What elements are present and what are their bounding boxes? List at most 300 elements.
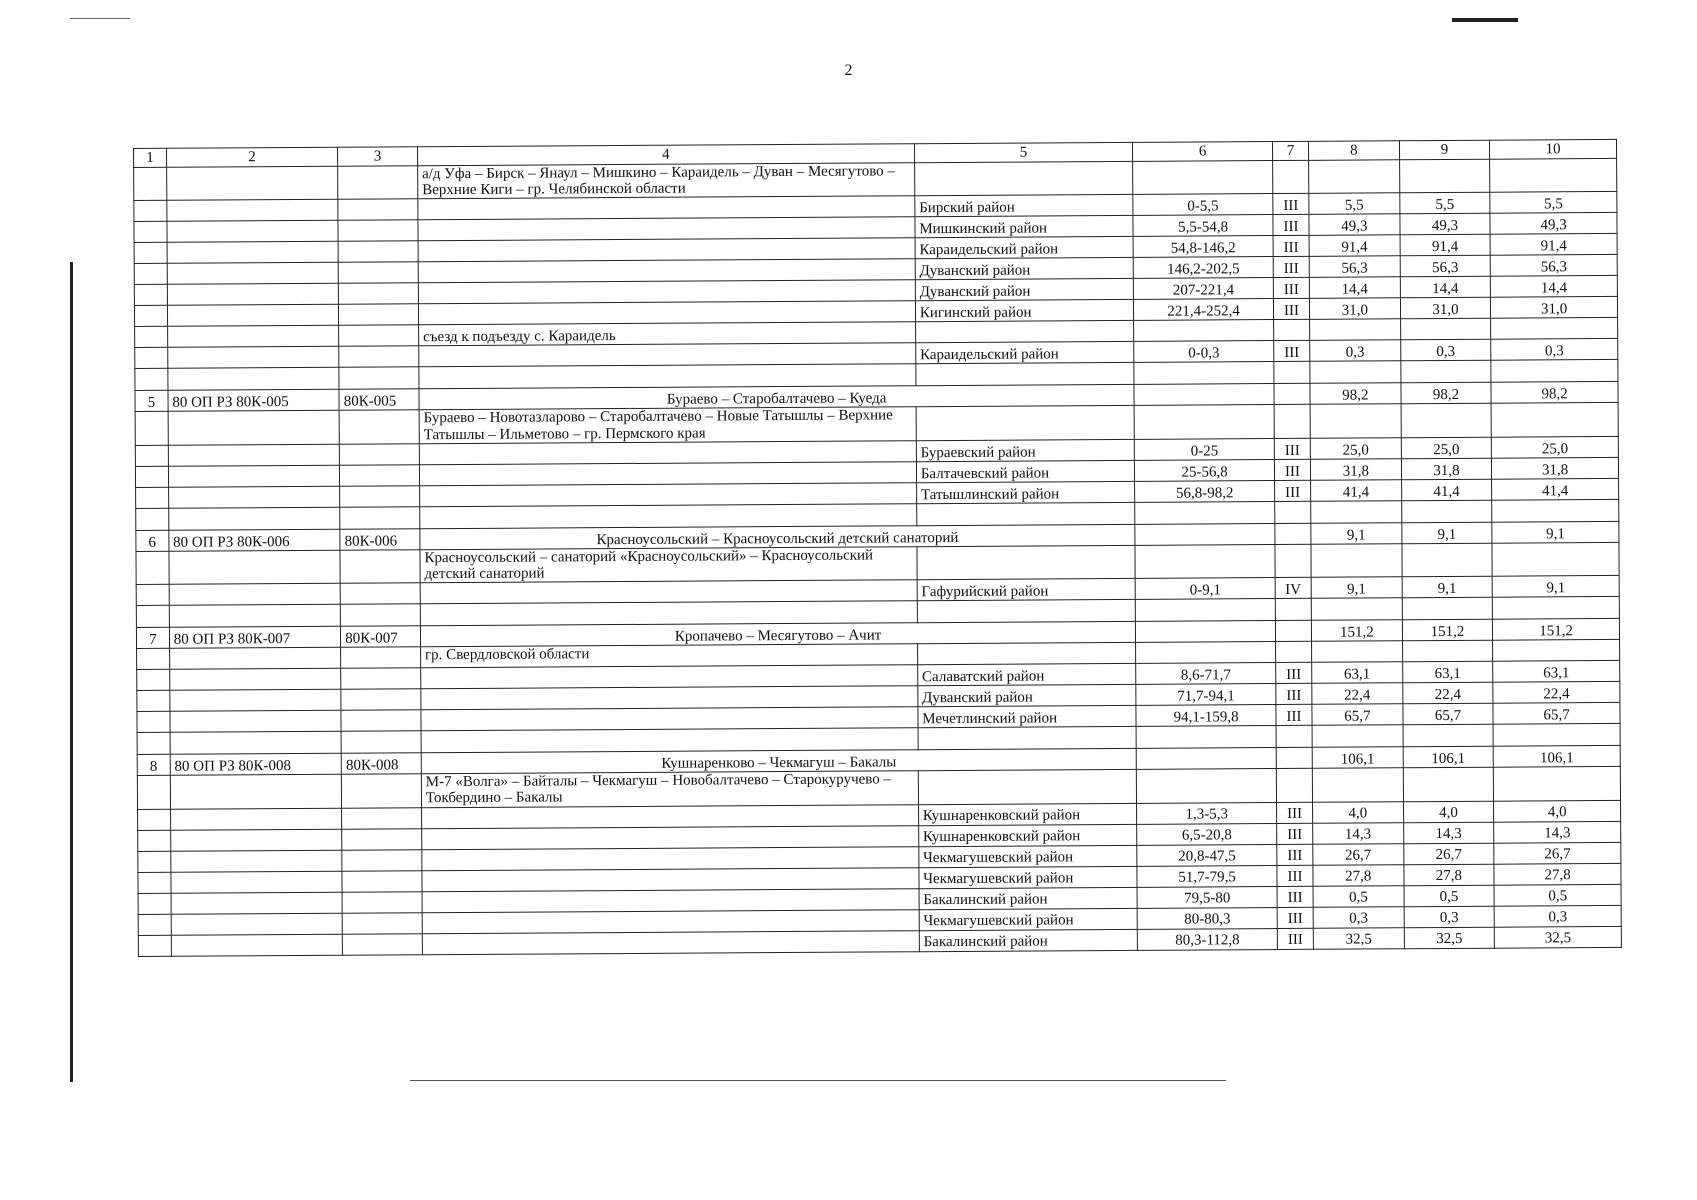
district-name: Караидельский район [915,342,1134,364]
length-value: 31,0 [1309,298,1400,320]
road-total-length: 9,1 [1492,521,1619,543]
district-name: Бирский район [915,195,1134,217]
table-cell [341,710,421,731]
table-cell [138,893,171,914]
table-cell [339,304,419,325]
district-name: Бураевский район [916,439,1135,461]
table-cell [1136,621,1276,643]
road-total-length: 151,2 [1402,619,1493,641]
table-cell [338,220,418,241]
table-cell [418,259,915,283]
district-name: Чекмагушевский район [919,845,1138,867]
column-number: 2 [166,147,338,167]
district-name: Дуванский район [915,258,1134,280]
length-value: 41,4 [1401,479,1492,501]
table-cell [138,851,171,872]
table-cell [340,604,420,626]
table-cell [167,200,339,222]
table-cell [341,647,421,668]
km-range: 20,8-47,5 [1137,844,1277,866]
length-value: 0,3 [1491,339,1618,361]
district-name: Чекмагушевский район [919,908,1138,930]
road-category: III [1273,194,1309,215]
table-cell [170,829,342,851]
km-range: 1,3-5,3 [1137,802,1277,824]
table-cell [1274,320,1310,341]
table-cell [419,440,916,464]
road-total-length: 98,2 [1310,383,1401,405]
length-value: 27,8 [1494,863,1621,885]
km-range: 79,5-80 [1137,886,1277,908]
km-range: 0-0,3 [1134,341,1274,363]
km-range: 221,4-252,4 [1134,299,1274,321]
road-total-length: 151,2 [1493,619,1620,641]
table-cell [1492,499,1619,522]
table-cell [136,487,169,508]
table-cell [1312,641,1403,663]
table-cell [169,647,341,669]
district-name: Караидельский район [915,237,1134,259]
road-title: Красноусольский – Красноусольский детский санаторий [420,524,1135,549]
table-cell [1137,769,1277,803]
table-cell [339,410,419,444]
length-value: 65,7 [1493,703,1620,725]
table-cell [339,283,419,304]
road-category: III [1273,215,1309,236]
km-range: 0-5,5 [1133,194,1273,216]
road-category: III [1274,438,1310,459]
length-value: 14,3 [1313,822,1404,844]
length-value: 31,0 [1400,298,1491,320]
table-cell [134,264,167,285]
table-cell [137,775,170,809]
table-cell [339,325,419,346]
road-category: III [1274,341,1310,362]
road-total-length: 9,1 [1311,523,1402,545]
road-category: III [1277,928,1313,949]
table-cell [135,369,168,391]
table-cell [340,465,420,486]
road-total-length: 106,1 [1493,746,1620,768]
table-cell [1135,523,1275,545]
table-cell [1135,501,1275,524]
table-cell [422,930,919,954]
table-cell [422,888,919,912]
table-cell [1134,362,1274,385]
length-value: 49,3 [1400,214,1491,236]
table-cell [169,583,341,605]
table-cell [1133,161,1273,195]
column-number: 4 [417,144,914,166]
length-value: 9,1 [1402,576,1493,598]
route-description: Бураево – Новотазларово – Старобалтачево – Новые Татышлы – Верхние Татышлы – Ильметово – гр. Пермского края [419,407,916,443]
table-cell [420,580,917,604]
table-cell [1312,768,1403,802]
km-range: 25-56,8 [1135,459,1275,481]
table-cell [134,167,167,201]
length-value: 65,7 [1403,703,1494,725]
road-register-table [133,139,1622,957]
table-cell [1134,405,1274,439]
length-value: 9,1 [1311,577,1402,599]
road-short-code: 80К-006 [340,529,420,550]
table-cell [167,305,339,327]
table-cell [418,280,915,304]
road-short-code: 80К-008 [341,753,421,774]
table-cell [342,912,422,933]
length-value: 56,3 [1309,256,1400,278]
table-cell [1400,319,1491,341]
table-cell [421,728,918,753]
length-value: 9,1 [1492,576,1619,598]
table-cell [138,935,171,956]
table-cell [338,166,418,200]
table-cell [138,809,171,830]
table-cell [422,867,919,891]
km-range: 5,5-54,8 [1133,215,1273,237]
district-name: Чекмагушевский район [919,866,1138,888]
table-cell [1276,768,1312,802]
table-cell [1401,500,1492,523]
km-range: 80-80,3 [1137,907,1277,929]
length-value: 0,5 [1404,885,1495,907]
table-cell [169,604,341,627]
table-cell [167,242,339,264]
length-value: 56,3 [1400,256,1491,278]
table-cell [138,872,171,893]
length-value: 65,7 [1312,704,1403,726]
table-cell [1275,523,1311,544]
table-cell [1490,158,1617,192]
table-cell [171,871,343,893]
road-category: III [1273,236,1309,257]
length-value: 31,8 [1310,459,1401,481]
table-cell [342,870,422,891]
length-value: 31,0 [1491,297,1618,319]
route-description: съезд к подъезду с. Караидель [418,322,915,346]
table-cell [917,545,1136,580]
district-name: Мечетлинский район [918,706,1137,728]
column-number: 10 [1490,139,1617,159]
length-value: 91,4 [1400,235,1491,257]
length-value: 14,4 [1400,277,1491,299]
road-short-code: 80К-007 [341,626,421,647]
table-cell [916,406,1135,441]
table-cell [421,686,918,710]
table-cell [167,263,339,285]
km-range: 94,1-159,8 [1136,705,1276,727]
table-cell [134,285,167,306]
road-category: III [1276,683,1312,704]
table-cell [136,508,169,530]
column-number: 6 [1133,142,1273,162]
table-cell [342,933,422,954]
column-number: 7 [1272,141,1308,160]
table-cell [134,306,167,327]
table-cell [1312,725,1403,748]
km-range: 51,7-79,5 [1137,865,1277,887]
road-title: Кропачево – Месягутово – Ачит [420,622,1135,647]
table-cell [134,243,167,264]
road-category: III [1277,844,1313,865]
length-value: 25,0 [1401,437,1492,459]
length-value: 22,4 [1493,682,1620,704]
km-range: 8,6-71,7 [1136,663,1276,685]
length-value: 14,3 [1403,822,1494,844]
length-value: 5,5 [1490,192,1617,214]
table-cell [135,327,168,348]
table-cell [420,503,917,528]
table-cell [171,934,343,956]
table-cell [135,412,168,446]
district-name: Кушнаренковский район [918,803,1137,825]
table-cell [918,727,1137,750]
table-cell [420,601,917,626]
district-name: Бакалинский район [919,887,1138,909]
table-cell [418,238,915,262]
road-code: 80 ОП РЗ 80К-008 [170,753,342,775]
table-cell [170,689,342,711]
table-cell [167,347,339,369]
table-cell [418,301,915,325]
length-value: 32,5 [1313,927,1404,949]
table-cell [418,217,915,241]
table-cell [1134,384,1274,406]
table-cell [138,830,171,851]
length-value: 27,8 [1404,864,1495,886]
table-cell [338,262,418,283]
table-cell [1276,641,1312,662]
table-cell [419,343,916,367]
table-cell [1136,726,1276,749]
table-cell [340,486,420,507]
table-cell [168,411,340,445]
scan-line-bottom [410,1080,1226,1081]
route-description: гр. Свердловской области [420,644,917,668]
length-value: 41,4 [1311,480,1402,502]
road-short-code: 80К-005 [339,389,419,410]
length-value: 91,4 [1490,234,1617,256]
table-cell [340,583,420,604]
district-name: Дуванский район [918,685,1137,707]
length-value: 4,0 [1494,800,1621,822]
table-cell [419,364,916,389]
table-cell [914,161,1133,196]
length-value: 56,3 [1490,255,1617,277]
road-total-length: 98,2 [1491,382,1618,404]
table-cell [1135,599,1275,622]
table-cell [421,665,918,689]
km-range: 54,8-146,2 [1133,236,1273,258]
table-cell [1491,318,1618,340]
table-cell [170,774,342,808]
table-cell [418,196,915,220]
table-cell [1276,747,1312,768]
road-category: III [1277,886,1313,907]
length-value: 31,8 [1401,458,1492,480]
table-cell [342,774,422,808]
length-value: 49,3 [1309,214,1400,236]
table-cell [137,711,170,732]
km-range: 0-9,1 [1135,578,1275,600]
table-cell [137,732,170,754]
table-cell [915,321,1134,343]
table-cell [1493,640,1620,662]
table-cell [1493,597,1620,620]
road-index: 5 [135,391,168,412]
table-cell [1274,405,1310,439]
length-value: 4,0 [1313,801,1404,823]
table-cell [1492,542,1619,576]
km-range: 146,2-202,5 [1133,257,1273,279]
table-cell [1494,767,1621,801]
scan-edge-left [70,262,73,1082]
table-cell [1275,544,1311,578]
table-cell [342,849,422,870]
table-cell [138,914,171,935]
table-cell [422,825,919,849]
length-value: 5,5 [1399,193,1490,215]
table-cell [1402,543,1493,577]
route-description: а/д Уфа – Бирск – Янаул – Мишкино – Караидель – Дуван – Месягутово – Верхние Киги – гр. Челябинской области [418,163,915,199]
route-description: М-7 «Волга» – Байталы – Чекмагуш – Новобалтачево – Старокуручево – Токбердино – Бакалы [421,771,918,807]
district-name: Кигинский район [915,300,1134,322]
table-cell [1275,501,1311,523]
table-cell [1311,598,1402,621]
road-index: 6 [136,530,169,551]
table-cell [171,850,343,872]
length-value: 32,5 [1404,927,1495,949]
table-cell [341,668,421,689]
table-cell [1275,598,1311,620]
table-cell [422,909,919,933]
road-category: III [1274,459,1310,480]
table-cell [917,643,1136,665]
table-cell [917,600,1136,623]
table-cell [1274,384,1310,405]
road-code: 80 ОП РЗ 80К-006 [169,529,341,551]
table-cell [419,482,916,506]
table-cell [137,669,170,690]
district-name: Дуванский район [915,279,1134,301]
table-cell [339,367,419,389]
table-cell [1134,320,1274,342]
road-category: III [1273,278,1309,299]
road-total-length: 106,1 [1403,746,1494,768]
table-cell [136,551,169,585]
district-name: Татышлинский район [916,481,1135,503]
road-category: III [1277,823,1313,844]
table-cell [168,486,340,508]
table-cell [1136,642,1276,664]
length-value: 0,3 [1310,340,1401,362]
district-name: Балтачевский район [916,460,1135,482]
length-value: 14,4 [1309,277,1400,299]
page-number: 2 [844,62,853,79]
road-title: Кушнаренково – Чекмагуш – Бакалы [421,749,1136,774]
column-number: 3 [338,147,418,166]
length-value: 63,1 [1312,662,1403,684]
district-name: Мишкинский район [915,216,1134,238]
table-cell [167,284,339,306]
route-description: Красноусольский – санаторий «Красноусольский» – Красноусольский детский санаторий [420,546,917,582]
table-cell [342,828,422,849]
length-value: 0,3 [1404,906,1495,928]
table-cell [341,689,421,710]
table-cell [1275,620,1311,641]
road-category: III [1276,662,1312,683]
table-cell [1274,362,1310,384]
table-cell [171,892,343,914]
table-cell [918,770,1137,805]
km-range: 0-25 [1134,438,1274,460]
table-cell [135,466,168,487]
road-category: IV [1275,577,1311,598]
length-value: 63,1 [1402,661,1493,683]
table-cell [1310,319,1401,341]
table-cell [1311,544,1402,578]
km-range: 56,8-98,2 [1135,480,1275,502]
table-cell [340,507,420,529]
district-name: Бакалинский район [919,929,1138,951]
road-category: III [1273,257,1309,278]
table-cell [1403,767,1494,801]
table-cell [170,731,342,754]
km-range: 6,5-20,8 [1137,823,1277,845]
table-cell [422,846,919,870]
length-value: 91,4 [1309,235,1400,257]
table-cell [134,222,167,243]
table-cell [136,605,169,627]
column-number: 9 [1399,140,1490,160]
table-cell [1401,404,1492,438]
length-value: 0,5 [1494,884,1621,906]
road-category: III [1277,865,1313,886]
table-cell [1399,159,1490,193]
road-index: 7 [136,627,169,648]
column-number: 5 [914,142,1133,162]
table-cell [1310,361,1401,384]
length-value: 0,5 [1313,885,1404,907]
scan-line-top-left [70,18,130,19]
table-cell [168,368,340,391]
length-value: 49,3 [1490,213,1617,235]
table-cell [1276,725,1312,747]
table-cell [421,804,918,828]
table-cell [168,507,340,530]
length-value: 14,3 [1494,821,1621,843]
length-value: 26,7 [1494,842,1621,864]
table-cell [1491,403,1618,437]
table-cell [1402,640,1493,662]
table-cell [1403,724,1494,747]
district-name: Гафурийский район [917,579,1136,601]
table-cell [338,241,418,262]
table-cell [135,348,168,369]
road-category: III [1275,480,1311,501]
length-value: 25,0 [1310,438,1401,460]
table-cell [171,913,343,935]
km-range: 80,3-112,8 [1137,928,1277,950]
road-category: III [1277,907,1313,928]
length-value: 32,5 [1495,926,1622,948]
table-cell [1491,360,1618,383]
table-cell [137,690,170,711]
table-cell [916,363,1135,386]
table-cell [916,502,1135,525]
table-cell [136,584,169,605]
table-cell [342,807,422,828]
